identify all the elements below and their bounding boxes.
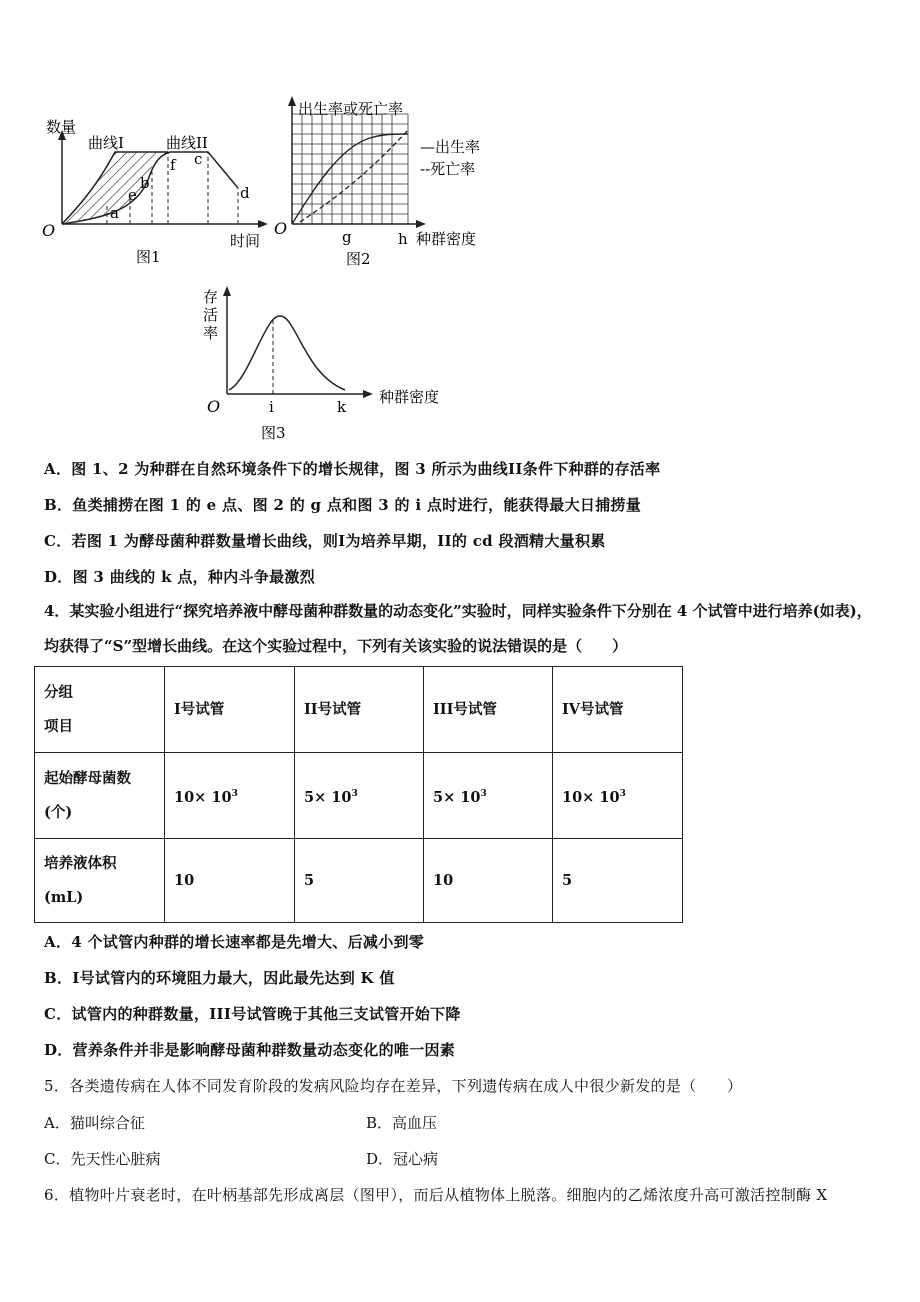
header-line-item: 项目 [44, 717, 73, 735]
q6-stem: 6．植物叶片衰老时，在叶柄基部先形成离层（图甲），而后从植物体上脱落。细胞内的乙烯浓度升高可激活控制酶 X [44, 1186, 828, 1204]
q5-stem: 5．各类遗传病在人体不同发育阶段的发病风险均存在差异，下列遗传病在成人中很少新发的是（ ） [44, 1077, 743, 1095]
fig2-tick-g: g [342, 228, 352, 246]
figure-2 [270, 92, 500, 272]
col-header-4: IV号试管 [553, 667, 683, 753]
fig2-caption: 图2 [346, 250, 371, 268]
q3-option-b: B．鱼类捕捞在图 1 的 e 点、图 2 的 g 点和图 3 的 i 点时进行，能获得最大日捕捞量 [44, 496, 642, 514]
fig3-ylabel-1: 存 [203, 288, 219, 306]
q3-option-a: A．图 1、2 为种群在自然环境条件下的增长规律，图 3 所示为曲线II条件下种群的存活率 [44, 460, 661, 478]
q4-stem: 4．某实验小组进行“探究培养液中酵母菌种群数量的动态变化”实验时，同样实验条件下分别在 4 个试管中进行培养(如表)，均获得了“S”型增长曲线。在这个实验过程中，下列有关该实验的说法错误的是（ ） [44, 602, 872, 655]
q5-option-c: C．先天性心脏病 [44, 1150, 161, 1168]
row-label-line: 培养液体积 [44, 854, 117, 872]
fig1-point-e: e [128, 186, 137, 204]
fig1-point-c: c [194, 150, 203, 168]
q3-option-c: C．若图 1 为酵母菌种群数量增长曲线，则I为培养早期，II的 cd 段酒精大量积累 [44, 532, 606, 550]
table-header-cell [35, 667, 165, 753]
fig3-xlabel: 种群密度 [379, 388, 440, 406]
row-label-line: 起始酵母菌数 [44, 769, 131, 787]
fig2-legend-death: --死亡率 [420, 160, 476, 178]
fig1-point-b: b [140, 174, 150, 192]
table-cell: $5\times 10^3$ [295, 753, 424, 839]
table-cell: $10\times 10^3$ [165, 753, 295, 839]
fig1-curve1-label: 曲线I [88, 134, 124, 152]
fig2-ylabel: 出生率或死亡率 [298, 100, 404, 118]
row-label-line: (个) [44, 803, 73, 821]
table-cell: 10 [424, 839, 553, 923]
fig1-xlabel: 时间 [230, 232, 261, 250]
fig3-ylabel-2: 活 [203, 306, 219, 324]
fig1-ylabel: 数量 [46, 118, 77, 136]
figure-1 [40, 100, 280, 270]
q3-option-d: D．图 3 曲线的 k 点，种内斗争最激烈 [44, 568, 316, 586]
table-cell: $5\times 10^3$ [424, 753, 553, 839]
table-cell: 5 [553, 839, 683, 923]
table-cell: 5 [295, 839, 424, 923]
fig1-origin: O [42, 221, 56, 240]
col-header-2: II号试管 [295, 667, 424, 753]
fig1-point-f: f [170, 156, 176, 174]
fig3-origin: O [207, 397, 221, 416]
figure-3 [195, 282, 465, 447]
row-label-volume [35, 839, 165, 923]
table-cell: $10\times 10^3$ [553, 753, 683, 839]
fig2-legend-birth: —出生率 [420, 138, 481, 156]
row-label-line: (mL) [44, 888, 84, 906]
table-cell: 10 [165, 839, 295, 923]
fig1-caption: 图1 [136, 248, 161, 266]
fig2-tick-h: h [398, 230, 408, 248]
q5-option-b: B．高血压 [366, 1114, 438, 1132]
col-header-3: III号试管 [424, 667, 553, 753]
fig3-ylabel-3: 率 [203, 324, 219, 342]
survival-curve [229, 316, 345, 390]
fig1-point-d: d [240, 184, 250, 202]
fig1-point-a: a [110, 204, 119, 222]
fig2-origin: O [274, 219, 288, 238]
header-line-group: 分组 [44, 683, 73, 701]
q4-table [34, 666, 683, 923]
q4-option-b: B．I号试管内的环境阻力最大，因此最先达到 K 值 [44, 969, 395, 987]
q5-option-a: A．猫叫综合征 [44, 1114, 145, 1132]
fig3-tick-i: i [269, 398, 274, 416]
q5-option-d: D．冠心病 [366, 1150, 439, 1168]
row-label-count [35, 753, 165, 839]
fig3-tick-k: k [337, 398, 347, 416]
fig1-curve2-label: 曲线II [166, 134, 208, 152]
fig2-xlabel: 种群密度 [416, 230, 477, 248]
fig3-caption: 图3 [261, 424, 286, 442]
col-header-1: I号试管 [165, 667, 295, 753]
birth-rate-curve [292, 134, 408, 224]
q4-option-a: A．4 个试管内种群的增长速率都是先增大、后减小到零 [44, 933, 425, 951]
q4-option-d: D．营养条件并非是影响酵母菌种群数量动态变化的唯一因素 [44, 1041, 456, 1059]
q4-option-c: C．试管内的种群数量，III号试管晚于其他三支试管开始下降 [44, 1005, 461, 1023]
